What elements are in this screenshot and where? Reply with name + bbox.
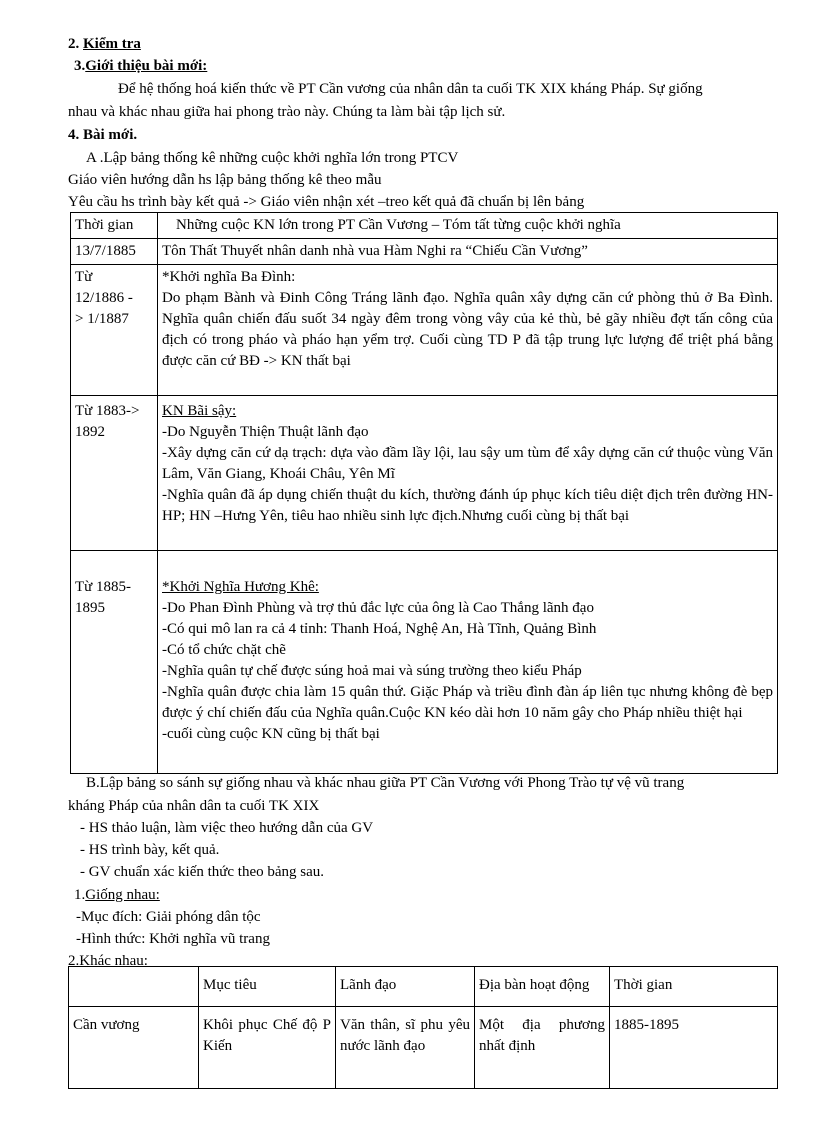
part-b-line-2: kháng Pháp của nhân dân ta cuối TK XIX xyxy=(68,798,320,814)
giong-nhau-heading: 1.Giống nhau: xyxy=(74,887,160,903)
header-empty xyxy=(69,967,199,1007)
row-content: Tôn Thất Thuyết nhân danh nhà vua Hàm Nghi ra “Chiếu Cần Vương” xyxy=(158,239,778,265)
similar-item-1: -Mục đích: Giải phóng dân tộc xyxy=(76,909,261,925)
table-row xyxy=(71,239,778,265)
activity-2: - HS trình bày, kết quả. xyxy=(80,842,220,858)
row-cell: Một địa phương nhất định xyxy=(475,1007,610,1089)
part-a-heading: A .Lập bảng thống kê những cuộc khởi nghĩa lớn trong PTCV xyxy=(86,150,459,166)
similar-item-2: -Hình thức: Khởi nghĩa vũ trang xyxy=(76,931,270,947)
section-kiem-tra: 2. Kiểm tra xyxy=(68,36,141,52)
table-row xyxy=(69,1007,778,1089)
row-time: Từ 1885- 1895 xyxy=(71,551,158,774)
table-row xyxy=(71,551,778,774)
row-time: Từ 12/1886 - > 1/1887 xyxy=(71,265,158,396)
part-b-heading: B.Lập bảng so sánh sự giống nhau và khác nhau giữa PT Cần Vương với Phong Trào tự vệ vũ trang xyxy=(86,775,685,791)
table-header-row xyxy=(71,213,778,239)
row-content: *Khởi nghĩa Ba Đình: Do phạm Bành và Đinh Công Tráng lãnh đạo. Nghĩa quân xây dựng căn cứ phòng thủ ở Ba Đình. Nghĩa quân chiến đấu suốt 34 ngày đêm trong vòng vây của kẻ thù, bẻ gãy nhiều đợt tấn công của địch có trong pháo và pháo hạn yểm trợ. Cuối cùng TD P đã tập trung lực lượng để triệt phá bằng được căn cứ BĐ -> KN thất bại xyxy=(158,265,778,396)
uprising-table xyxy=(70,212,778,774)
khac-nhau-heading: 2.Khác nhau: xyxy=(68,953,148,969)
header-thoi-gian: Thời gian xyxy=(610,967,778,1007)
instruction-1: Giáo viên hướng dẫn hs lập bảng thống kê theo mẫu xyxy=(68,172,382,188)
header-cuoc-kn: Những cuộc KN lớn trong PT Cần Vương – Tóm tất từng cuộc khởi nghĩa xyxy=(158,213,778,239)
activity-3: - GV chuẩn xác kiến thức theo bảng sau. xyxy=(80,864,325,880)
row-content: KN Bãi sậy: -Do Nguyễn Thiện Thuật lãnh đạo -Xây dựng căn cứ dạ trạch: dựa vào đầm lầy lội, lau sậy um tùm để xây dựng căn cứ thuộc vùng Văn Lâm, Văn Giang, Khoái Châu, Yên Mĩ -Nghĩa quân đã áp dụng chiến thuật du kích, thường đánh úp phục kích tiêu diệt địch trên đường HN-HP; HN –Hưng Yên, tiêu hao nhiều sinh lực địch.Nhưng cuối cùng bị thất bại xyxy=(158,396,778,551)
header-lanh-dao: Lãnh đạo xyxy=(336,967,475,1007)
table-header-row xyxy=(69,967,778,1007)
row-time: Từ 1883-> 1892 xyxy=(71,396,158,551)
comparison-table xyxy=(68,966,778,1089)
table-row xyxy=(71,265,778,396)
row-label: Cần vương xyxy=(69,1007,199,1089)
section-bai-moi: 4. Bài mới. xyxy=(68,127,138,143)
row-cell: 1885-1895 xyxy=(610,1007,778,1089)
instruction-2: Yêu cầu hs trình bày kết quả -> Giáo viên nhận xét –treo kết quả đã chuẩn bị lên bảng xyxy=(68,194,585,210)
section-gioi-thieu: 3.Giới thiệu bài mới: xyxy=(74,58,208,74)
table-row xyxy=(71,396,778,551)
header-thoi-gian: Thời gian xyxy=(71,213,158,239)
row-cell: Khôi phục Chế độ P Kiến xyxy=(199,1007,336,1089)
header-muc-tieu: Mục tiêu xyxy=(199,967,336,1007)
header-dia-ban: Địa bàn hoạt động xyxy=(475,967,610,1007)
row-time: 13/7/1885 xyxy=(71,239,158,265)
row-content: *Khởi Nghĩa Hương Khê: -Do Phan Đình Phùng và trợ thủ đắc lực của ông là Cao Thắng lãnh đạo -Có qui mô lan ra cả 4 tỉnh: Thanh Hoá, Nghệ An, Hà Tĩnh, Quảng Bình -Có tổ chức chặt chẽ -Nghĩa quân tự chế được súng hoả mai và súng trường theo kiểu Pháp -Nghĩa quân được chia làm 15 quân thứ. Giặc Pháp và triều đình đàn áp liên tục nhưng không đè bẹp được ý chí chiến đấu của Nghĩa quân.Cuộc KN kéo dài hơn 10 năm gây cho Pháp nhiều thiệt hại -cuối cùng cuộc KN cũng bị thất bại xyxy=(158,551,778,774)
activity-1: - HS thảo luận, làm việc theo hướng dẫn của GV xyxy=(80,820,374,836)
intro-line-2: nhau và khác nhau giữa hai phong trào này. Chúng ta làm bài tập lịch sử. xyxy=(68,104,506,120)
row-cell: Văn thân, sĩ phu yêu nước lãnh đạo xyxy=(336,1007,475,1089)
intro-line-1: Để hệ thống hoá kiến thức về PT Cần vương của nhân dân ta cuối TK XIX kháng Pháp. Sự giống xyxy=(118,81,703,97)
